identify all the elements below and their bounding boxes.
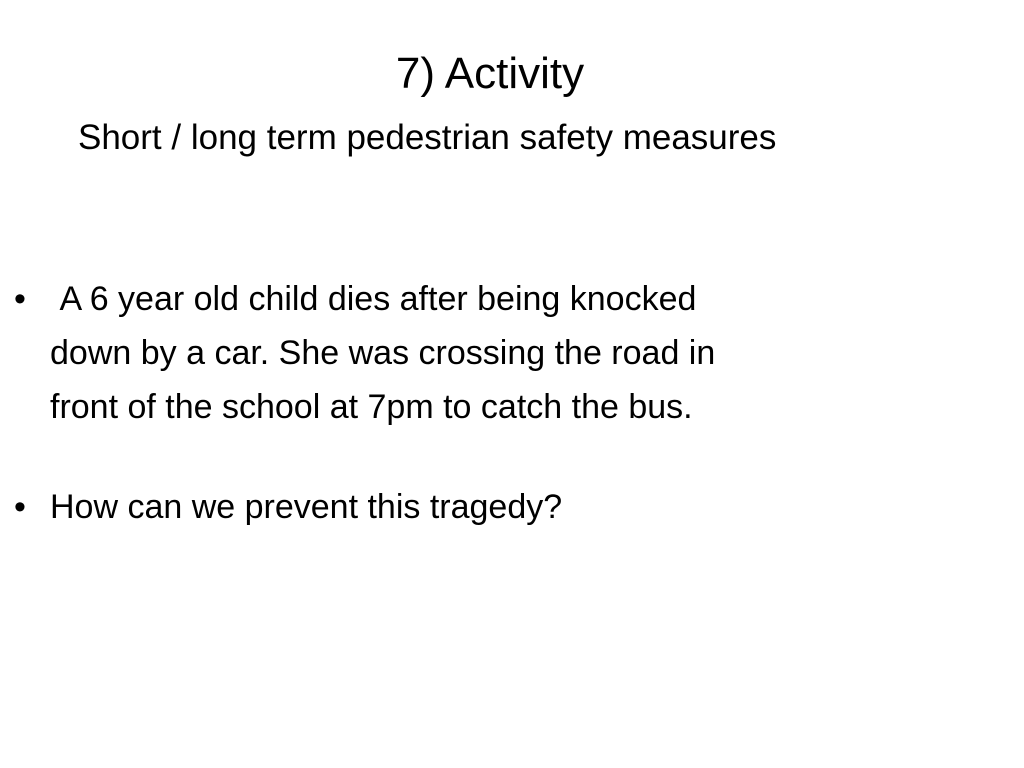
bullet-text-line: How can we prevent this tragedy? xyxy=(50,488,563,526)
slide-title: 7) Activity xyxy=(395,49,585,98)
bullet-text-line: down by a car. She was crossing the road in xyxy=(50,334,716,372)
bullet-icon: • xyxy=(14,280,26,318)
slide-subtitle: Short / long term pedestrian safety measures xyxy=(78,118,777,157)
bullet-item-scenario xyxy=(0,272,1000,434)
bullet-text-line: A 6 year old child dies after being knocked xyxy=(50,280,697,318)
bullet-item-question xyxy=(0,480,1000,534)
bullet-text-line: front of the school at 7pm to catch the bus. xyxy=(50,388,693,426)
bullet-icon: • xyxy=(14,488,26,526)
bullet-list xyxy=(0,272,1000,534)
